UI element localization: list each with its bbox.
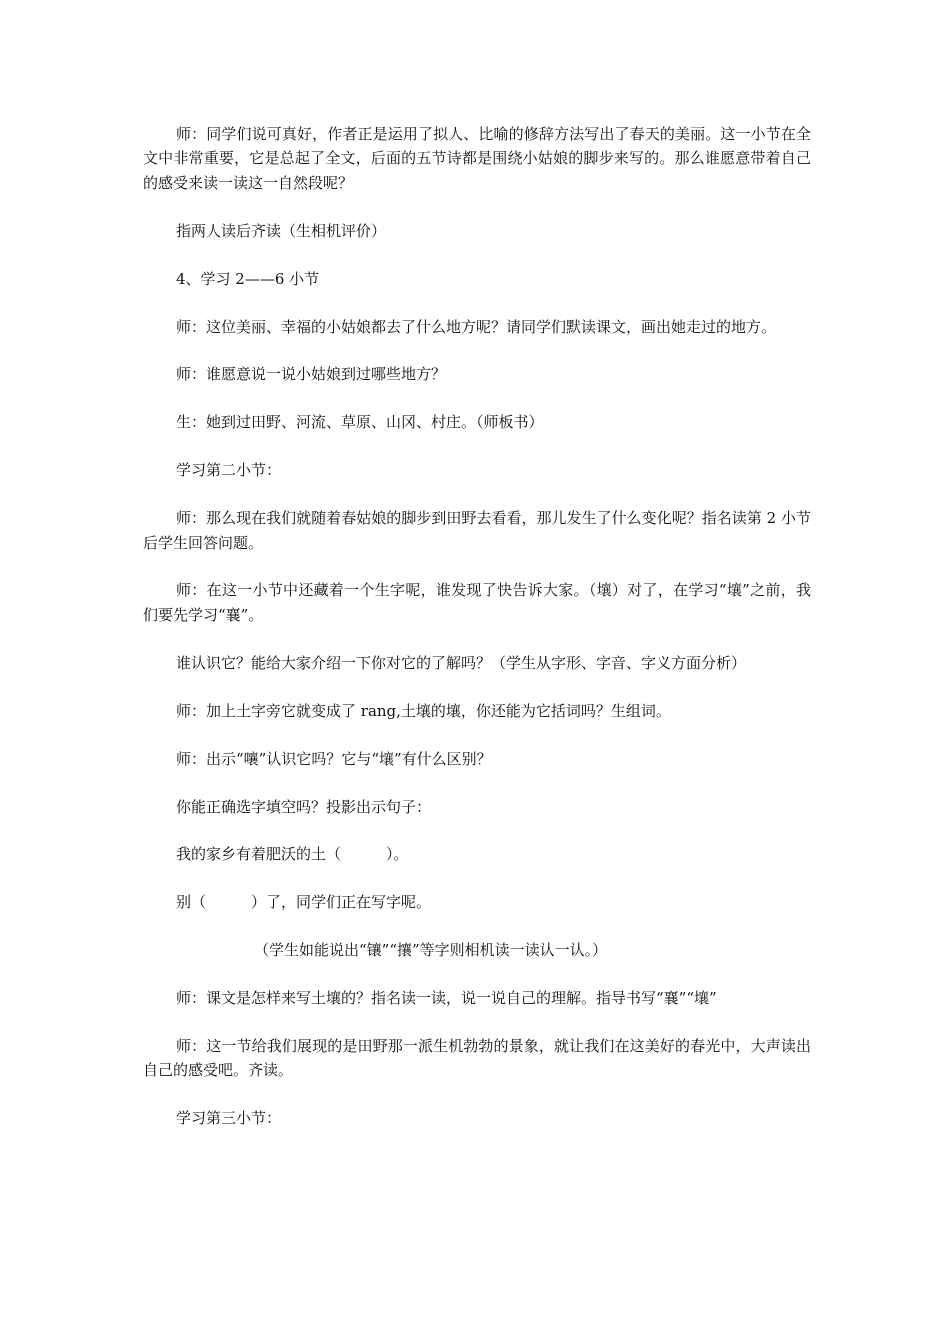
- paragraph-section-heading: 4、学习 2——6 小节: [176, 269, 320, 288]
- paragraph-teacher-radical: 师：加上土字旁它就变成了 rang,土壤的壤，你还能为它括词吗？生组词。: [176, 701, 671, 720]
- paragraph-fill-blank-two: 别（ ）了，同学们正在写字呢。: [176, 893, 432, 912]
- paragraph-teacher-question: 师：这位美丽、幸福的小姑娘都去了什么地方呢？请同学们默读课文，画出她走过的地方。: [176, 317, 777, 336]
- paragraph-learn-section-three: 学习第三小节：: [176, 1109, 282, 1128]
- paragraph-teacher-new-word: 师：在这一小节中还藏着一个生字呢，谁发现了快告诉大家。（壤）对了，在学习“壤”之前，我们要先学习“襄”。: [143, 581, 811, 624]
- paragraph-group-reading: 指两人读后齐读（生相机评价）: [176, 221, 387, 240]
- paragraph-teacher-vitality: 师：这一节给我们展现的是田野那一派生机勃勃的景象，就让我们在这美好的春光中，大声读出自己的感受吧。齐读。: [143, 1037, 811, 1080]
- paragraph-learn-section-two: 学习第二小节：: [176, 461, 282, 480]
- paragraph-who-knows: 谁认识它？能给大家介绍一下你对它的了解吗？（学生从字形、字音、字义方面分析）: [176, 653, 747, 672]
- document-body: [143, 122, 811, 1154]
- paragraph-student-answer: 生：她到过田野、河流、草原、山冈、村庄。（师板书）: [176, 413, 544, 432]
- paragraph-fill-blank-one: 我的家乡有着肥沃的土（ ）。: [176, 845, 409, 864]
- paragraph-teacher-field: 师：那么现在我们就随着春姑娘的脚步到田野去看看，那儿发生了什么变化呢？指名读第 2 小节后学生回答问题。: [143, 509, 811, 552]
- paragraph-teacher-summary: 师：同学们说可真好，作者正是运用了拟人、比喻的修辞方法写出了春天的美丽。这一小节在全文中非常重要，它是总起了全文，后面的五节诗都是围绕小姑娘的脚步来写的。那么谁愿意带着自己的感受来读一读这一自然段呢？: [143, 125, 811, 192]
- paragraph-student-extension: （学生如能说出“镶”“攘”等字则相机读一读认一认。）: [254, 941, 608, 960]
- paragraph-teacher-soil: 师：课文是怎样来写土壤的？指名读一读，说一说自己的理解。指导书写“襄”“壤”: [176, 989, 717, 1008]
- paragraph-fill-blank-intro: 你能正确选字填空吗？投影出示句子：: [176, 797, 432, 816]
- paragraph-teacher-compare: 师：出示“嚷”认识它吗？它与“壤”有什么区别？: [176, 749, 492, 768]
- paragraph-teacher-ask-places: 师：谁愿意说一说小姑娘到过哪些地方？: [176, 365, 447, 384]
